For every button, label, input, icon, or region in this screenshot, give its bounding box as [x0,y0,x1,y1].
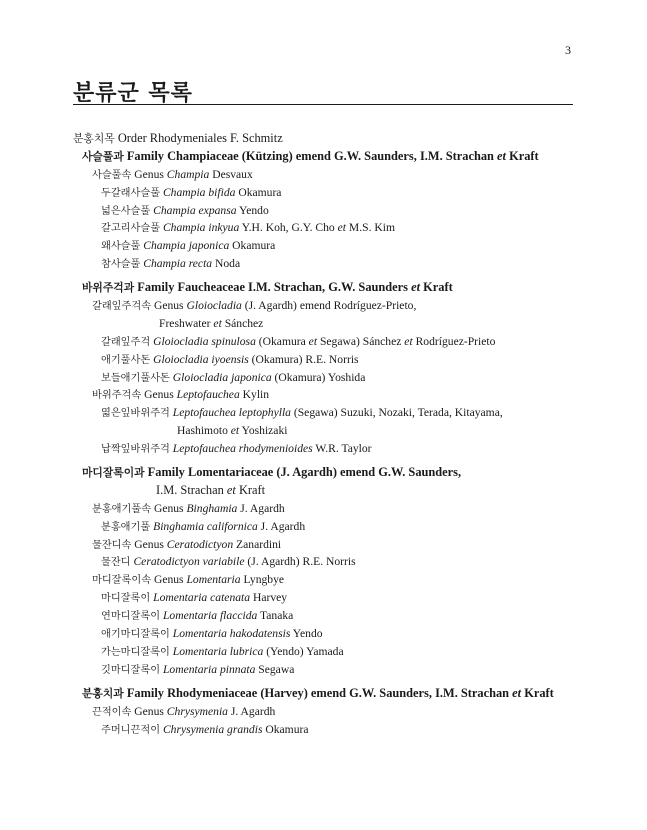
name-text: Sánchez [221,316,264,330]
name-text: Family Faucheaceae I.M. Strachan, G.W. Saunders [134,280,412,295]
name-text: (Okamura [255,334,309,348]
korean-name: 깃마디잘록이 [101,664,161,676]
scientific-name: Leptofauchea [176,388,240,402]
korean-name: 주머니끈적이 [101,724,161,736]
scientific-name: Gloiocladia iyoensis [153,352,249,366]
korean-name: 납짝잎바위주걱 [101,444,170,456]
name-text: Genus [131,704,167,718]
genus-entry [73,166,593,184]
scientific-name: et [411,280,421,295]
scientific-name: et [226,482,236,497]
name-text: (Yendo) Yamada [263,644,344,658]
scientific-name: et [512,685,522,700]
scientific-name: Lomentaria lubrica [172,644,264,658]
family-entry [73,685,593,703]
korean-name: 애기마디잘록이 [101,629,170,641]
name-text: Y.H. Koh, G.Y. Cho [239,221,338,235]
genus-entry [73,536,593,554]
species-entry [73,518,593,536]
page-number: 3 [565,43,571,57]
species-entry [73,607,593,625]
name-text: Tanaka [257,609,294,623]
name-text: M.S. Kim [346,221,395,235]
species-entry [73,351,593,369]
name-text: Okamura [229,239,276,253]
species-entry [73,625,593,643]
scientific-name: et [230,424,240,438]
korean-name: 갈래잎주걱 [101,336,151,348]
korean-name: 물잔디속 [92,539,132,551]
title-divider [73,104,573,105]
name-text: (J. Agardh) emend Rodríguez-Prieto, [241,299,417,313]
name-text: (J. Agardh) R.E. Norris [244,555,356,569]
name-text: Desvaux [209,167,253,181]
scientific-name: Champia inkyua [162,221,240,235]
name-text: Family Lomentariaceae (J. Agardh) emend G.W. Saunders, [144,465,462,480]
family-entry [73,279,593,297]
entry-continuation [73,315,593,333]
species-entry [73,369,593,387]
name-text: Okamura [235,185,282,199]
korean-name: 엷은잎바위주걱 [101,408,170,420]
name-text: Genus [151,573,187,587]
name-text: Family Rhodymeniaceae (Harvey) emend G.W. Saunders, I.M. Strachan [123,685,513,700]
name-text: Order Rhodymeniales F. Schmitz [114,131,283,145]
name-text: J. Agardh [237,501,285,515]
scientific-name: Gloiocladia [186,299,242,313]
name-text: Yendo [290,627,323,641]
name-text: Kraft [521,685,554,700]
name-text: Segawa) Sánchez [317,334,405,348]
korean-name: 갈래잎주걱속 [92,301,152,313]
name-text: I.M. Strachan [156,482,227,497]
name-text: Genus [151,501,187,515]
name-text: Kraft [235,482,266,497]
species-entry [73,237,593,255]
scientific-name: Chrysymenia grandis [162,722,263,736]
name-text: Okamura [262,722,309,736]
scientific-name: Gloiocladia spinulosa [153,334,256,348]
name-text: Genus [151,299,187,313]
name-text: Yendo [236,203,269,217]
name-text: Yoshizaki [239,424,288,438]
name-text: Lyngbye [240,573,285,587]
name-text: Genus [131,537,167,551]
korean-name: 바위주걱과 [82,281,135,295]
korean-name: 분홍치과 [82,686,124,700]
scientific-name: Lomentaria pinnata [162,662,256,676]
korean-name: 마디잘록이과 [82,466,145,480]
scientific-name: Binghamia californica [153,519,258,533]
order-entry [73,130,593,148]
species-entry [73,440,593,458]
korean-name: 가는마디잘록이 [101,646,170,658]
genus-entry [73,500,593,518]
scientific-name: Champia [166,167,210,181]
korean-name: 애기풀사돈 [101,354,151,366]
family-entry [73,148,593,166]
species-entry [73,404,593,422]
name-text: Kylin [239,388,270,402]
entry-continuation [73,482,593,500]
genus-entry [73,703,593,721]
name-text: Genus [141,388,177,402]
korean-name: 마디잘록이속 [92,575,152,587]
korean-name: 보들애기풀사돈 [101,372,170,384]
name-text: Freshwater [159,316,214,330]
name-text: Kraft [420,280,453,295]
species-entry [73,219,593,237]
species-entry [73,184,593,202]
scientific-name: Champia expansa [153,203,237,217]
korean-name: 마디잘록이 [101,593,151,605]
korean-name: 분홍애기풀 [101,521,151,533]
scientific-name: et [308,334,318,348]
name-text: (Segawa) Suzuki, Nozaki, Terada, Kitayama, [290,406,503,420]
name-text: Noda [212,257,241,271]
name-text: Segawa [255,662,295,676]
korean-name: 왜사슬풀 [101,241,141,253]
scientific-name: et [337,221,347,235]
korean-name: 사슬풀속 [92,169,132,181]
scientific-name: Leptofauchea rhodymenioides [172,442,313,456]
scientific-name: Champia japonica [143,239,230,253]
scientific-name: Leptofauchea leptophylla [172,406,291,420]
korean-name: 분홍애기풀속 [92,503,152,515]
scientific-name: Chrysymenia [166,704,228,718]
korean-name: 분홍치목 [73,132,115,145]
name-text: Genus [131,167,167,181]
species-entry [73,202,593,220]
scientific-name: Lomentaria [186,573,241,587]
family-entry [73,464,593,482]
name-text: Kraft [506,148,539,163]
korean-name: 연마디잘록이 [101,611,161,623]
name-text: Zanardini [233,537,282,551]
scientific-name: Lomentaria hakodatensis [172,627,291,641]
species-entry [73,643,593,661]
name-text: J. Agardh [257,519,306,533]
scientific-name: et [213,316,222,330]
species-entry [73,589,593,607]
scientific-name: Gloiocladia japonica [172,370,272,384]
scientific-name: Champia recta [143,257,213,271]
name-text: Harvey [250,591,288,605]
species-entry [73,661,593,679]
species-entry [73,255,593,273]
scientific-name: Binghamia [186,501,238,515]
genus-entry [73,386,593,404]
name-text: (Okamura) Yoshida [271,370,366,384]
scientific-name: Ceratodictyon variabile [133,555,245,569]
korean-name: 넓은사슬풀 [101,205,151,217]
name-text: Family Champiaceae (Kützing) emend G.W. Saunders, I.M. Strachan [123,148,498,163]
korean-name: 물잔디 [101,557,131,569]
name-text: Hashimoto [177,424,231,438]
name-text: (Okamura) R.E. Norris [248,352,359,366]
korean-name: 갈고리사슬풀 [101,223,161,235]
scientific-name: et [497,148,506,163]
name-text: Rodríguez-Prieto [412,334,496,348]
taxa-list [73,130,593,738]
species-entry [73,333,593,351]
korean-name: 참사슬풀 [101,259,141,271]
scientific-name: Lomentaria catenata [153,591,251,605]
scientific-name: Lomentaria flaccida [162,609,258,623]
scientific-name: Champia bifida [162,185,236,199]
name-text: W.R. Taylor [312,442,372,456]
species-entry [73,721,593,739]
korean-name: 바위주걱속 [92,390,142,402]
korean-name: 두갈래사슬풀 [101,187,161,199]
korean-name: 사슬풀과 [82,149,124,163]
name-text: J. Agardh [227,704,276,718]
scientific-name: et [404,334,413,348]
genus-entry [73,297,593,315]
entry-continuation [73,422,593,440]
species-entry [73,553,593,571]
scientific-name: Ceratodictyon [166,537,234,551]
page-title: 분류군 목록 [73,81,193,106]
genus-entry [73,571,593,589]
korean-name: 끈적이속 [92,706,132,718]
